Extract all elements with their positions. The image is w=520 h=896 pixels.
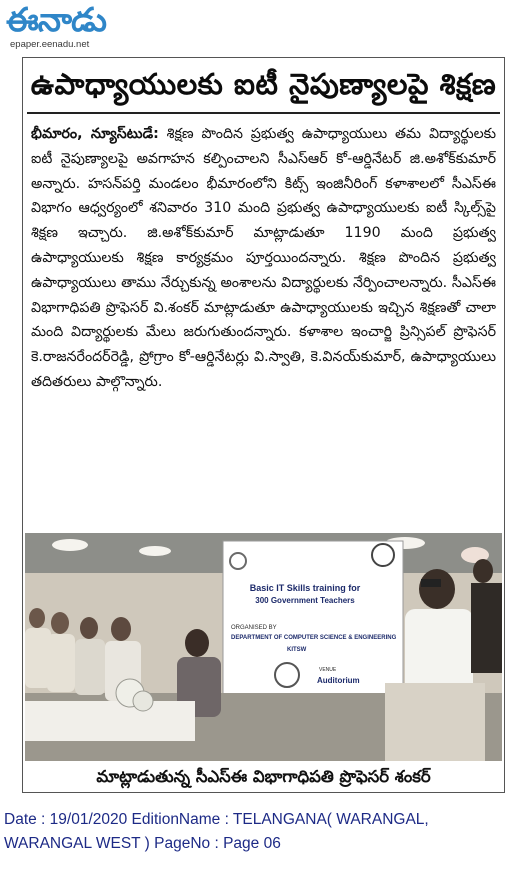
eenadu-logo[interactable]: ఈనాడు [6,0,106,39]
banner-org: DEPARTMENT OF COMPUTER SCIENCE & ENGINEERING [231,635,397,641]
banner-title-line1: Basic IT Skills training for [249,583,361,593]
news-clipping [22,57,505,793]
edition-info [4,808,504,856]
banner-org-label: ORGANISED BY [231,625,277,631]
headline-divider [27,112,500,114]
article-body [31,122,496,395]
photo-illustration [25,533,502,761]
article-photo [25,533,502,761]
masthead [0,0,200,60]
edition-line-1: Date : 19/01/2020 EditionName : TELANGANA( WARANGAL, [4,811,429,828]
edition-line-2: WARANGAL WEST ) PageNo : Page 06 [4,835,281,852]
photo-caption: మాట్లాడుతున్న సీఎస్‌ఈ విభాగాధిపతి ప్రొఫెసర్ శంకర్ [96,767,431,786]
article-headline: ఉపాధ్యాయులకు ఐటీ నైపుణ్యాలపై శిక్షణ [30,67,497,101]
banner-venue-label: VENUE [319,667,337,673]
article-body-text: శిక్షణ పొందిన ప్రభుత్వ ఉపాధ్యాయులు తమ విద్యార్థులకు ఐటీ నైపుణ్యాలపై అవగాహన కల్పించాలని సీఎస్‌ఆర్ కో-ఆర్డినేటర్ జి.అశోక్‌కుమార్ అన్నారు. హసన్‌పర్తి మండలం భీమారంలోని కిట్స్ ఇంజినీరింగ్ కళాశాలలో సీఎస్‌ఈ విభాగం ఆధ్వర్యంలో శనివారం 310 మంది ప్రభుత్వ ఉపాధ్యాయులకు ఐటీ స్కిల్స్‌పై శిక్షణ ఇచ్చారు. జి.అశోక్‌కుమార్ మాట్లాడుతూ 1190 మంది ప్రభుత్వ ఉపాధ్యాయులకు శిక్షణ కార్యక్రమం పూర్తయిందన్నారు. శిక్షణ పొందిన ప్రభుత్వ ఉపాధ్యాయులు తాము నేర్చుకున్న అంశాలను విద్యార్థులకు నేర్పించాలన్నారు. సీఎస్‌ఈ విభాగాధిపతి ప్రొఫెసర్ వి.శంకర్ మాట్లాడుతూ ఉపాధ్యాయులకు ఇచ్చిన శిక్షణతో చాలా మంది విద్యార్థులకు మేలు జరుగుతుందన్నారు. కళాశాల ఇంచార్జి ప్రిన్సిపల్ ప్రొఫెసర్ కె.రాజనరేందర్‌రెడ్డి, ప్రోగ్రాం కో-ఆర్డినేటర్లు వి.స్వాతి, కె.వినయ్‌కుమార్, ఉపాధ్యాయులు తదితరులు పాల్గొన్నారు. [31,126,496,390]
banner-institute: KITSW [287,647,307,653]
masthead-url[interactable]: epaper.eenadu.net [10,39,90,50]
banner-venue: Auditorium [317,676,360,685]
banner-title-line2: 300 Government Teachers [255,596,355,605]
article-dateline: భీమారం, న్యూస్‌టుడే: [31,126,159,142]
